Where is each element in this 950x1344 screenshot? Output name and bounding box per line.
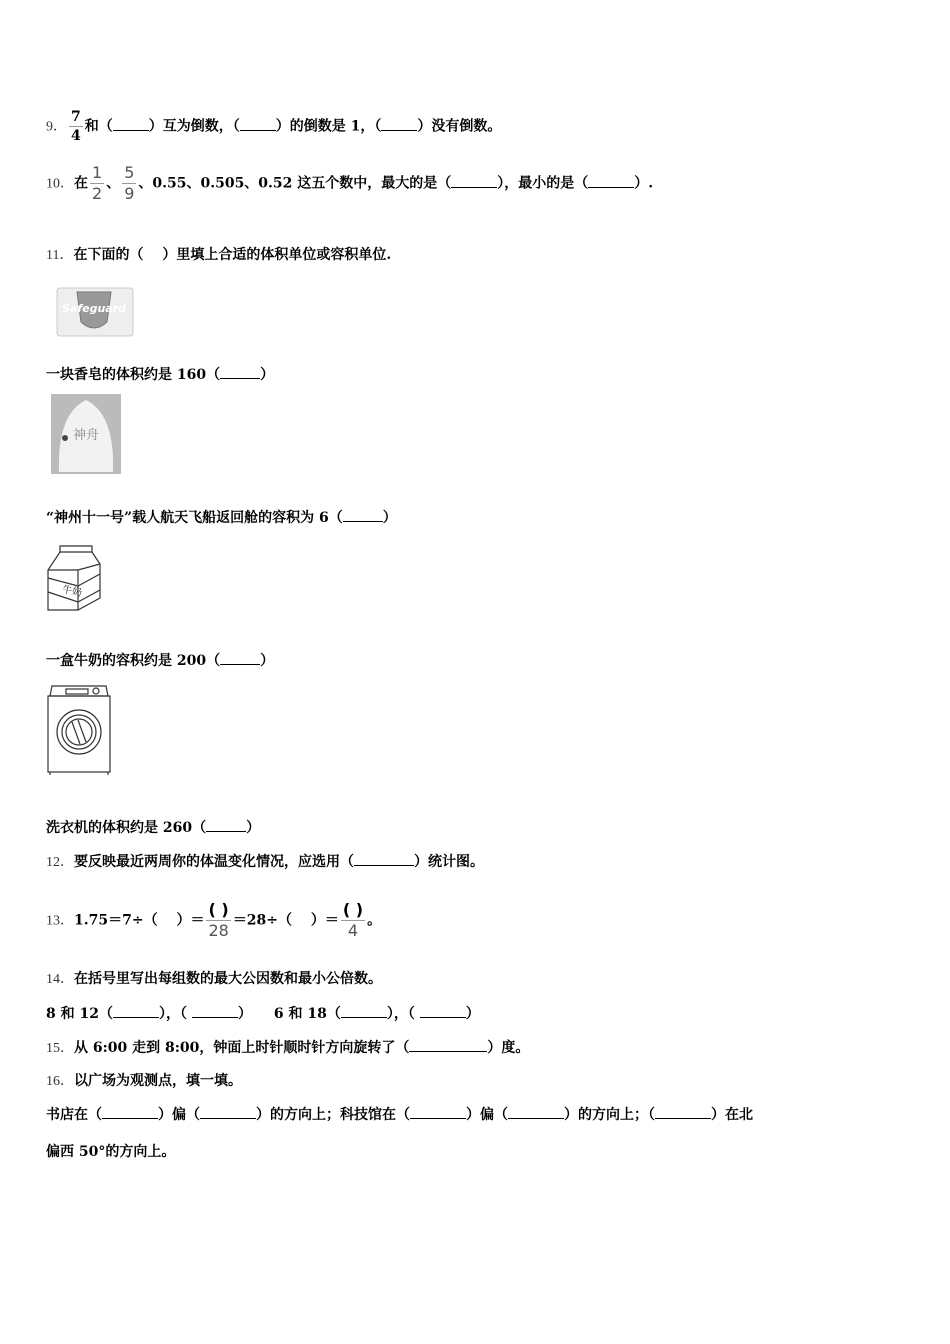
svg-text:Safeguard: Safeguard [61,302,127,315]
fraction-1-2: $\frac{1}{2}$ [92,163,103,203]
question-14: 14．在括号里写出每组数的最大公因数和最小公倍数。 [46,971,382,987]
question-number: 13． [46,913,74,929]
washing-machine-volume-item: 洗衣机的体积约是 260（ ） [46,817,260,838]
question-16: 16．以广场为观测点，填一填。 [46,1073,242,1089]
spacecraft-capsule-image [51,394,121,474]
question-number: 11． [46,248,74,263]
question-11: 11．在下面的（ ）里填上合适的体积单位或容积单位. [46,247,392,263]
answer-blank[interactable] [420,1003,466,1018]
question-16-line-1: 书店在（ ）偏（ ）的方向上；科技馆在（ ）偏（ ）的方向上；（ ）在北 [46,1104,753,1125]
question-number: 15． [46,1041,74,1056]
question-number: 16． [46,1074,74,1089]
question-13: 13．1.75＝7÷（ ）＝ $\frac{( )}{28}$ ＝28÷（ ）＝ $\frac{( )}{4}$ 。 [46,900,382,940]
milk-carton-image [46,544,102,614]
answer-blank[interactable] [192,1003,238,1018]
answer-blank[interactable] [102,1104,158,1119]
answer-blank[interactable] [451,173,497,188]
washing-machine-image [46,682,112,776]
answer-blank[interactable] [206,817,246,832]
fraction-5-9: $\frac{5}{9}$ [124,163,135,203]
answer-blank[interactable] [343,507,383,522]
svg-text:牛奶: 牛奶 [60,584,83,600]
fraction-7-4: $\frac{7}{4}$ [71,109,81,144]
answer-blank[interactable] [410,1104,466,1119]
answer-blank[interactable] [381,116,417,131]
answer-blank[interactable] [655,1104,711,1119]
question-number: 12． [46,855,74,870]
fraction-blank-over-4[interactable]: $\frac{( )}{4}$ [342,900,364,940]
question-number: 10． [46,176,74,192]
soap-image [55,282,137,340]
answer-blank[interactable] [113,1003,159,1018]
milk-volume-item: 一盒牛奶的容积约是 200（ ） [46,650,274,671]
answer-blank[interactable] [409,1037,487,1052]
question-14-answers: 8 和 12（ ），（ ） 6 和 18（ ），（ ） [46,1003,480,1024]
question-9: 9． $\frac{7}{4}$ 和（ ）互为倒数，（ ）的倒数是 1，（ ）没有倒数。 [46,109,502,144]
answer-blank[interactable] [341,1003,387,1018]
answer-blank[interactable] [220,364,260,379]
answer-blank[interactable] [240,116,276,131]
soap-volume-item: 一块香皂的体积约是 160（ ） [46,364,274,385]
answer-blank[interactable] [200,1104,256,1119]
answer-blank[interactable] [113,116,149,131]
question-number: 14． [46,972,74,987]
capsule-volume-item: “神州十一号”载人航天飞船返回舱的容积为 6（ ） [46,507,397,528]
answer-blank[interactable] [508,1104,564,1119]
question-10: 10．在 $\frac{1}{2}$ 、 $\frac{5}{9}$ 、0.55、0.505、0.52 这五个数中，最大的是（ ），最小的是（ ）. [46,163,654,203]
svg-text:神舟: 神舟 [72,428,100,443]
fraction-blank-over-28[interactable]: $\frac{( )}{28}$ [208,900,229,940]
question-16-line-2: 偏西 50°的方向上。 [46,1144,176,1160]
answer-blank[interactable] [588,173,634,188]
answer-blank[interactable] [220,650,260,665]
question-number: 9． [46,119,67,135]
question-15: 15．从 6:00 走到 8:00，钟面上时针顺时针方向旋转了（ ）度。 [46,1037,529,1059]
answer-blank[interactable] [354,851,414,866]
question-12: 12．要反映最近两周你的体温变化情况，应选用（ ）统计图。 [46,851,484,873]
